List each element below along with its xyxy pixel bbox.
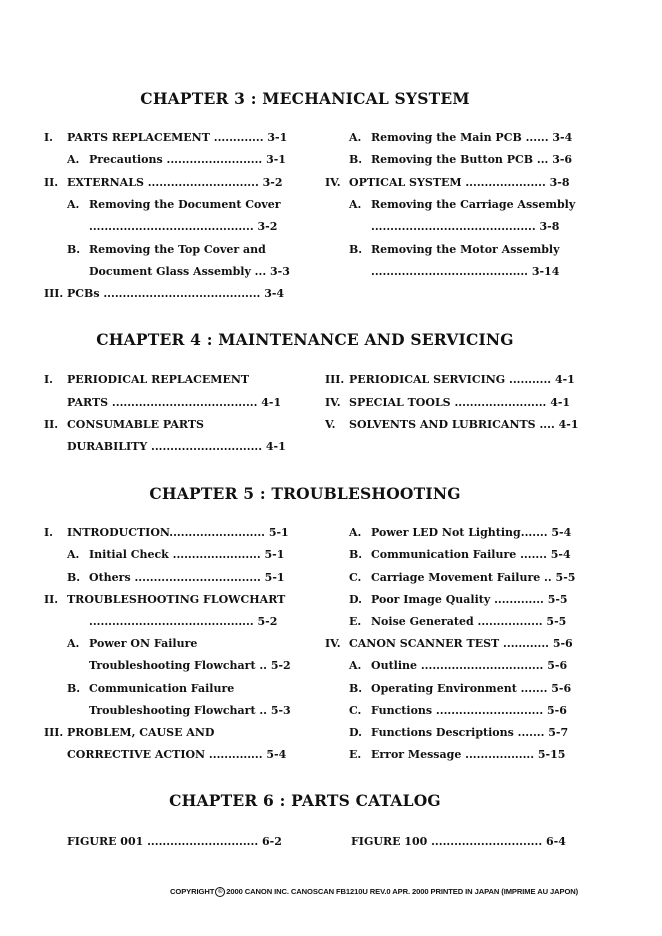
toc-entry: CORRECTIVE ACTION .............. 5-4	[67, 748, 287, 761]
toc-num: B.	[67, 243, 81, 256]
toc-num: B.	[67, 682, 81, 695]
toc-entry: SPECIAL TOOLS ........................ 4-1	[349, 396, 571, 409]
copyright-icon: ©	[215, 887, 225, 897]
toc-num: B.	[349, 243, 363, 256]
toc-entry: TROUBLESHOOTING FLOWCHART	[67, 593, 286, 606]
toc-num: I.	[44, 131, 53, 144]
toc-num: B.	[349, 548, 363, 561]
toc-num: V.	[325, 418, 336, 431]
toc-num: III.	[325, 373, 345, 386]
toc-entry: Removing the Top Cover and	[89, 243, 266, 256]
toc-entry: PROBLEM, CAUSE AND	[67, 726, 215, 739]
toc-num: B.	[349, 682, 363, 695]
toc-num: IV.	[325, 396, 341, 409]
toc-entry: INTRODUCTION......................... 5-1	[67, 526, 289, 539]
toc-num: D.	[349, 593, 362, 606]
copyright-footer	[170, 887, 578, 897]
toc-entry: Functions Descriptions ....... 5-7	[371, 726, 569, 739]
toc-entry: Troubleshooting Flowchart .. 5-2	[89, 659, 291, 672]
toc-num: C.	[349, 704, 362, 717]
toc-num: E.	[349, 615, 362, 628]
toc-entry: DURABILITY ............................. 4-1	[67, 440, 286, 453]
toc-num: II.	[44, 176, 59, 189]
toc-entry: Removing the Document Cover	[89, 198, 281, 211]
toc-entry: ........................................... 5-2	[89, 615, 278, 628]
toc-entry: SOLVENTS AND LUBRICANTS .... 4-1	[349, 418, 579, 431]
toc-num: A.	[67, 198, 80, 211]
toc-entry: FIGURE 100 ............................. 6-4	[351, 835, 566, 848]
toc-entry: ......................................... 3-14	[371, 265, 560, 278]
toc-entry: PERIODICAL SERVICING ........... 4-1	[349, 373, 575, 386]
toc-entry: Power LED Not Lighting....... 5-4	[371, 526, 572, 539]
toc-entry: ........................................... 3-8	[371, 220, 560, 233]
toc-num: IV.	[325, 176, 341, 189]
toc-num: A.	[349, 659, 362, 672]
footer-copyright-label: COPYRIGHT	[170, 887, 215, 896]
chapter-4-title: CHAPTER 4 : MAINTENANCE AND SERVICING	[96, 330, 514, 349]
toc-num: A.	[67, 548, 80, 561]
toc-num: I.	[44, 373, 53, 386]
toc-entry: Initial Check ....................... 5-1	[89, 548, 285, 561]
toc-num: I.	[44, 526, 53, 539]
toc-entry: Poor Image Quality ............. 5-5	[371, 593, 568, 606]
toc-entry: Removing the Motor Assembly	[371, 243, 560, 256]
toc-entry: Communication Failure ....... 5-4	[371, 548, 571, 561]
toc-num: A.	[67, 153, 80, 166]
toc-entry: Removing the Main PCB ...... 3-4	[371, 131, 573, 144]
toc-entry: Precautions ......................... 3-1	[89, 153, 286, 166]
toc-entry: Power ON Failure	[89, 637, 198, 650]
toc-entry: CONSUMABLE PARTS	[67, 418, 204, 431]
toc-entry: OPTICAL SYSTEM ..................... 3-8	[349, 176, 570, 189]
footer-text: 2000 CANON INC. CANOSCAN FB1210U REV.0 APR. 2000 PRINTED IN JAPAN (IMPRIME AU JAPON)	[226, 887, 579, 896]
toc-entry: Removing the Button PCB ... 3-6	[371, 153, 573, 166]
toc-entry: Troubleshooting Flowchart .. 5-3	[89, 704, 291, 717]
toc-entry: ........................................... 3-2	[89, 220, 278, 233]
chapter-6-title: CHAPTER 6 : PARTS CATALOG	[169, 791, 441, 810]
toc-num: B.	[67, 571, 81, 584]
toc-entry: EXTERNALS ............................. 3-2	[67, 176, 283, 189]
toc-entry: Others ................................. 5-1	[89, 571, 285, 584]
toc-num: II.	[44, 418, 59, 431]
toc-num: III.	[44, 287, 64, 300]
toc-num: IV.	[325, 637, 341, 650]
toc-num: E.	[349, 748, 362, 761]
toc-entry: PCBs ......................................... 3-4	[67, 287, 285, 300]
toc-num: A.	[349, 131, 362, 144]
toc-entry: Functions ............................ 5-6	[371, 704, 567, 717]
toc-entry: Outline ................................ 5-6	[371, 659, 568, 672]
toc-num: III.	[44, 726, 64, 739]
toc-num: B.	[349, 153, 363, 166]
toc-num: C.	[349, 571, 362, 584]
toc-num: II.	[44, 593, 59, 606]
toc-num: D.	[349, 726, 362, 739]
toc-entry: Document Glass Assembly ... 3-3	[89, 265, 290, 278]
toc-entry: FIGURE 001 ............................. 6-2	[67, 835, 282, 848]
toc-entry: Noise Generated ................. 5-5	[371, 615, 567, 628]
chapter-3-title: CHAPTER 3 : MECHANICAL SYSTEM	[140, 89, 470, 108]
toc-entry: Communication Failure	[89, 682, 235, 695]
toc-entry: Error Message .................. 5-15	[371, 748, 566, 761]
toc-entry: Carriage Movement Failure .. 5-5	[371, 571, 576, 584]
toc-entry: PARTS ...................................... 4-1	[67, 396, 282, 409]
toc-num: A.	[349, 526, 362, 539]
toc-num: A.	[349, 198, 362, 211]
toc-entry: CANON SCANNER TEST ............ 5-6	[349, 637, 573, 650]
toc-entry: Operating Environment ....... 5-6	[371, 682, 572, 695]
toc-entry: PERIODICAL REPLACEMENT	[67, 373, 250, 386]
toc-entry: PARTS REPLACEMENT ............. 3-1	[67, 131, 288, 144]
toc-num: A.	[67, 637, 80, 650]
chapter-5-title: CHAPTER 5 : TROUBLESHOOTING	[149, 484, 461, 503]
toc-entry: Removing the Carriage Assembly	[371, 198, 576, 211]
